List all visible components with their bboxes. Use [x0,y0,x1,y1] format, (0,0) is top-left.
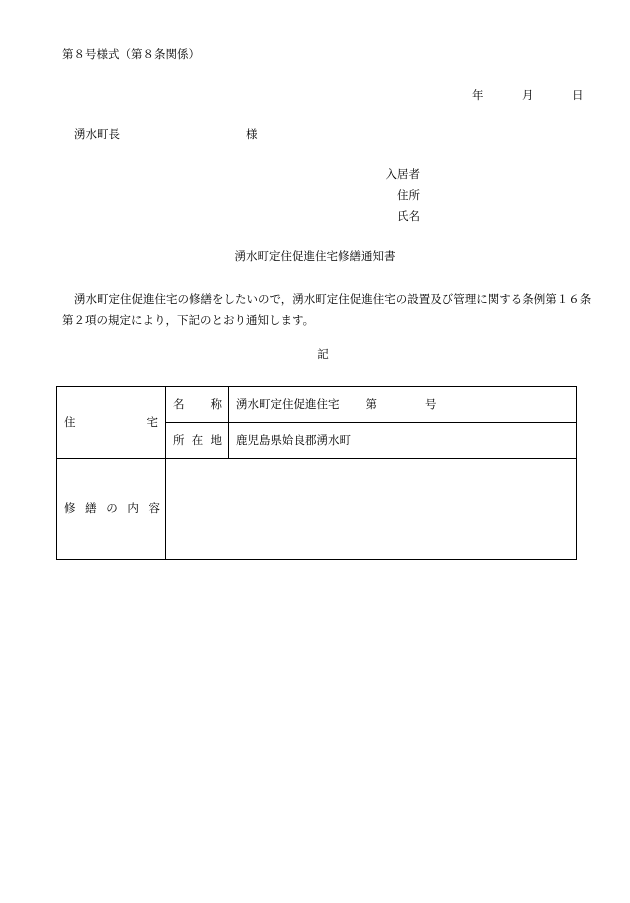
address-value: 鹿児島県姶良郡湧水町 [236,432,351,447]
repair-label-cell [57,459,166,560]
name-label: 名 称 [173,396,222,411]
applicant-name-label: 氏名 [397,209,420,223]
address-label-cell [166,423,229,459]
address-label: 所 在 地 [173,432,222,447]
repair-content-cell[interactable] [166,459,577,560]
addressee-suffix: 様 [246,127,258,141]
applicant-address-label: 住所 [397,188,420,202]
document-title: 湧水町定住促進住宅修繕通知書 [234,249,396,263]
repair-content-label: 修 繕 の 内 容 [64,501,160,516]
housing-label: 住 宅 [64,414,158,429]
body-paragraph: 湧水町定住促進住宅の修繕をしたいので，湧水町定住促進住宅の設置及び管理に関する条例第１６条第２項の規定により，下記のとおり通知します。 [62,292,592,327]
name-label-cell [166,387,229,423]
applicant-block [340,168,420,231]
date-row [460,89,585,105]
date-month-label: 月 [522,88,534,102]
date-year-label: 年 [472,88,484,102]
house-number-suffix: 号 [425,396,437,411]
form-number: 第８号様式（第８条関係） [62,47,200,61]
addressee-name: 湧水町長 [74,127,120,141]
ki-heading: 記 [317,347,329,361]
applicant-title: 入居者 [385,167,420,181]
name-value-cell [229,387,577,423]
detail-table [56,386,577,560]
housing-name-value: 湧水町定住促進住宅 [236,396,340,411]
date-day-label: 日 [572,88,584,102]
address-value-cell [229,423,577,459]
house-number-prefix: 第 [365,396,377,411]
housing-label-cell [57,387,166,459]
